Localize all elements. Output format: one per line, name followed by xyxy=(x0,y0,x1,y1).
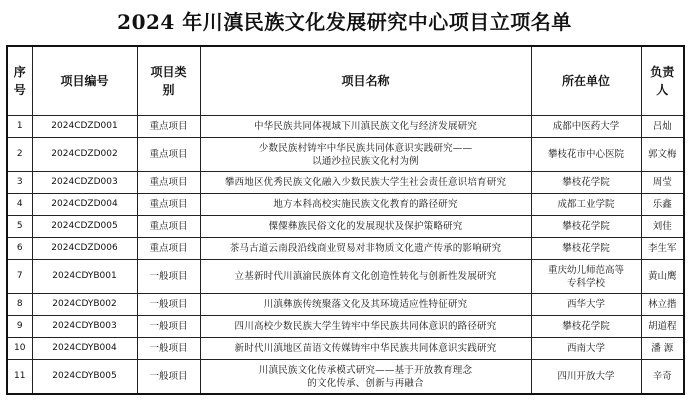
cell-name xyxy=(200,172,531,194)
cell-name-line: 地方本科高校实施民族文化教育的路径研究 xyxy=(273,199,458,210)
table-row xyxy=(7,194,684,216)
cell-unit-line: 攀枝花学院 xyxy=(562,321,610,332)
cell-leader: 潘 源 xyxy=(641,338,684,360)
cell-type: 一般项目 xyxy=(137,360,200,395)
cell-name-line: 少数民族村铸牢中华民族共同体意识实践研究—— xyxy=(258,142,473,154)
cell-name xyxy=(200,194,531,216)
cell-unit xyxy=(531,116,641,138)
table-row xyxy=(7,138,684,172)
cell-leader: 黄山鹰 xyxy=(641,260,684,294)
cell-unit xyxy=(531,194,641,216)
cell-leader: 吕灿 xyxy=(641,116,684,138)
cell-name-line: 中华民族共同体视域下川滇民族文化与经济发展研究 xyxy=(253,121,478,132)
cell-no: 7 xyxy=(7,260,32,294)
cell-unit-line: 攀枝花市中心医院 xyxy=(547,149,624,160)
header-code: 项目编号 xyxy=(32,46,137,116)
project-table xyxy=(6,45,685,395)
cell-name-line: 川滇民族文化传承模式研究——基于开放教育理念 xyxy=(258,364,473,376)
cell-code: 2024CDZD006 xyxy=(32,238,137,260)
cell-no: 10 xyxy=(7,338,32,360)
cell-unit-line: 重庆幼儿师范高等 xyxy=(547,264,624,276)
table-row xyxy=(7,338,684,360)
cell-code: 2024CDYB001 xyxy=(32,260,137,294)
cell-leader: 辛奇 xyxy=(641,360,684,395)
cell-type: 重点项目 xyxy=(137,194,200,216)
cell-unit-line: 攀枝花学院 xyxy=(562,221,610,232)
cell-code: 2024CDYB003 xyxy=(32,316,137,338)
header-leader-line2: 人 xyxy=(656,83,669,97)
cell-no: 5 xyxy=(7,216,32,238)
cell-leader: 李生军 xyxy=(641,238,684,260)
cell-type: 重点项目 xyxy=(137,138,200,172)
cell-unit xyxy=(531,316,641,338)
header-no-line2: 号 xyxy=(13,83,26,97)
header-unit: 所在单位 xyxy=(531,46,641,116)
table-row xyxy=(7,238,684,260)
cell-type: 一般项目 xyxy=(137,338,200,360)
cell-unit xyxy=(531,260,641,294)
header-leader xyxy=(641,46,684,116)
cell-code: 2024CDZD003 xyxy=(32,172,137,194)
cell-type: 重点项目 xyxy=(137,172,200,194)
cell-unit-line: 专科学校 xyxy=(566,277,605,289)
table-row xyxy=(7,116,684,138)
cell-name xyxy=(200,260,531,294)
cell-name xyxy=(200,316,531,338)
header-name: 项目名称 xyxy=(200,46,531,116)
cell-name-line: 攀西地区优秀民族文化融入少数民族大学生社会责任意识培育研究 xyxy=(224,177,507,188)
cell-no: 2 xyxy=(7,138,32,172)
cell-name-line: 立基新时代川滇渝民族体育文化创造性转化与创新性发展研究 xyxy=(234,271,497,282)
cell-name-line: 川滇彝族传统聚落文化及其环境适应性特征研究 xyxy=(263,299,468,310)
header-leader-line1: 负责 xyxy=(650,65,675,79)
cell-unit-line: 四川开放大学 xyxy=(557,371,615,382)
table-row xyxy=(7,260,684,294)
cell-unit xyxy=(531,360,641,395)
cell-code: 2024CDZD002 xyxy=(32,138,137,172)
header-type-line1: 项目类 xyxy=(150,65,187,79)
cell-type: 一般项目 xyxy=(137,316,200,338)
cell-no: 1 xyxy=(7,116,32,138)
cell-leader: 周莹 xyxy=(641,172,684,194)
cell-unit-line: 攀枝花学院 xyxy=(562,177,610,188)
table-row xyxy=(7,172,684,194)
cell-no: 4 xyxy=(7,194,32,216)
cell-unit xyxy=(531,238,641,260)
cell-name-line: 傈僳彝族民俗文化的发展现状及保护策略研究 xyxy=(268,221,463,232)
cell-name xyxy=(200,294,531,316)
cell-name xyxy=(200,360,531,395)
document-title: 2024 年川滇民族文化发展研究中心项目立项名单 xyxy=(117,10,572,34)
cell-name xyxy=(200,238,531,260)
cell-name-line: 以通沙拉民族文化村为例 xyxy=(312,155,419,167)
cell-name-line: 的文化传承、创新与再融合 xyxy=(307,377,424,389)
table-row xyxy=(7,294,684,316)
cell-no: 9 xyxy=(7,316,32,338)
cell-type: 重点项目 xyxy=(137,238,200,260)
table-header-row xyxy=(7,46,684,116)
table-row xyxy=(7,316,684,338)
cell-no: 8 xyxy=(7,294,32,316)
cell-no: 11 xyxy=(7,360,32,395)
header-no xyxy=(7,46,32,116)
cell-name-line: 茶马古道云南段沿线商业贸易对非物质文化遗产传承的影响研究 xyxy=(229,243,502,254)
cell-code: 2024CDZD004 xyxy=(32,194,137,216)
cell-unit xyxy=(531,216,641,238)
cell-unit xyxy=(531,172,641,194)
cell-leader: 林立揩 xyxy=(641,294,684,316)
cell-unit-line: 成都中医药大学 xyxy=(552,121,620,132)
cell-leader: 胡道程 xyxy=(641,316,684,338)
cell-name xyxy=(200,338,531,360)
cell-unit xyxy=(531,138,641,172)
cell-unit-line: 成都工业学院 xyxy=(557,199,615,210)
cell-leader: 刘佳 xyxy=(641,216,684,238)
cell-type: 一般项目 xyxy=(137,294,200,316)
cell-code: 2024CDYB005 xyxy=(32,360,137,395)
table-row xyxy=(7,216,684,238)
table-row xyxy=(7,360,684,395)
cell-type: 重点项目 xyxy=(137,116,200,138)
cell-leader: 乐鑫 xyxy=(641,194,684,216)
cell-unit xyxy=(531,294,641,316)
cell-unit xyxy=(531,338,641,360)
cell-name xyxy=(200,116,531,138)
header-no-line1: 序 xyxy=(13,65,26,79)
cell-type: 一般项目 xyxy=(137,260,200,294)
cell-name-line: 四川高校少数民族大学生铸牢中华民族共同体意识的路径研究 xyxy=(234,321,497,332)
cell-name xyxy=(200,216,531,238)
cell-leader: 郭文梅 xyxy=(641,138,684,172)
cell-code: 2024CDYB004 xyxy=(32,338,137,360)
cell-no: 6 xyxy=(7,238,32,260)
cell-code: 2024CDZD001 xyxy=(32,116,137,138)
cell-code: 2024CDYB002 xyxy=(32,294,137,316)
cell-unit-line: 西华大学 xyxy=(566,299,605,310)
header-type xyxy=(137,46,200,116)
cell-code: 2024CDZD005 xyxy=(32,216,137,238)
header-type-line2: 别 xyxy=(162,83,175,97)
cell-name xyxy=(200,138,531,172)
cell-unit-line: 西南大学 xyxy=(566,343,605,354)
cell-type: 重点项目 xyxy=(137,216,200,238)
cell-no: 3 xyxy=(7,172,32,194)
cell-name-line: 新时代川滇地区苗语文传媒铸牢中华民族共同体意识实践研究 xyxy=(234,343,497,354)
cell-unit-line: 攀枝花学院 xyxy=(562,243,610,254)
